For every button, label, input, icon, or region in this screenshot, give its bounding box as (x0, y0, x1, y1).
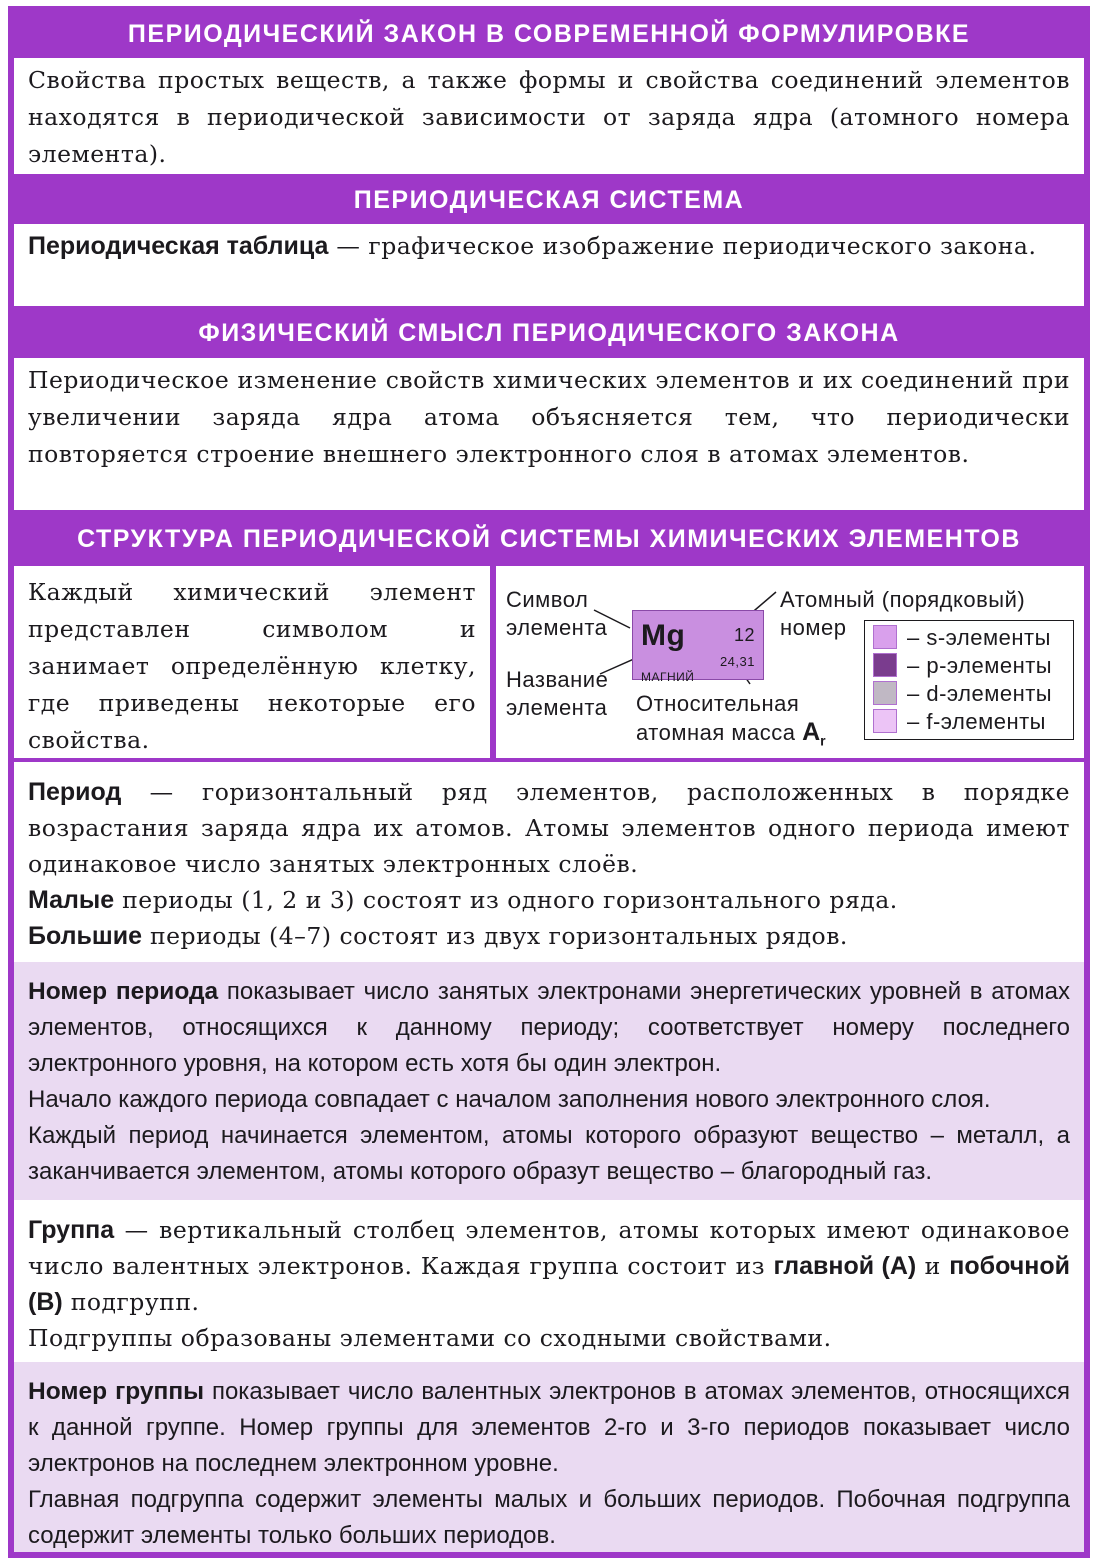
label-name (506, 666, 608, 722)
legend-label: – s-элементы (907, 624, 1051, 650)
element-diagram (496, 566, 1084, 758)
period-number-block (14, 962, 1084, 1200)
law-title: ПЕРИОДИЧЕСКИЙ ЗАКОН В СОВРЕМЕННОЙ ФОРМУЛИРОВКЕ (127, 20, 971, 48)
group-term: Группа (28, 1216, 115, 1244)
small-periods-term: Малые (28, 886, 115, 914)
label-name-line2: элемента (506, 695, 608, 720)
group-line2: Подгруппы образованы элементами со сходными свойствами. (28, 1324, 832, 1352)
small-periods-text: периоды (1, 2 и 3) состоят из одного горизонтального ряда. (114, 886, 898, 914)
legend-swatch (873, 681, 897, 705)
system-title: ПЕРИОДИЧЕСКАЯ СИСТЕМА (353, 186, 745, 214)
group-side: побочной (В) (28, 1252, 1070, 1316)
label-mass-text: атомная масса (636, 720, 796, 745)
big-periods-text: периоды (4–7) состоят из двух горизонтальных рядов. (141, 922, 848, 950)
element-name: МАГНИЙ (641, 670, 695, 684)
element-tile (632, 610, 764, 684)
label-symbol-line2: элемента (506, 615, 608, 640)
legend-label: – d-элементы (907, 680, 1053, 706)
structure-cell-text: Каждый химический элемент представлен символом и занимает определённую клетку, где приведены некоторые его свойства. (14, 566, 490, 758)
system-term: Периодическая таблица (28, 232, 329, 260)
element-number: 12 (733, 625, 755, 645)
group-and: и (916, 1252, 950, 1280)
group-number-line2: Главная подгруппа содержит элементы малых и больших периодов. Побочная подгруппа содержит элементы только больших периодов. (28, 1486, 1070, 1549)
period-number-line2: Начало каждого периода совпадает с началом заполнения нового электронного слоя. (28, 1086, 991, 1113)
period-definition: — горизонтальный ряд элементов, расположенных в порядке возрастания заряда ядра их атомов. Атомы элементов одного периода имеют одинаковое число занятых электронных слоёв. (28, 778, 1070, 878)
legend-row (873, 707, 1073, 735)
physical-title: ФИЗИЧЕСКИЙ СМЫСЛ ПЕРИОДИЧЕСКОГО ЗАКОНА (198, 319, 900, 347)
info-sheet (8, 6, 1090, 1558)
physical-text: Периодическое изменение свойств химических элементов и их соединений при увеличении заряда ядра атома объясняется тем, что периодически повторяется строение внешнего электронного слоя в атомах элементов. (14, 358, 1084, 510)
legend-label: – p-элементы (907, 652, 1053, 678)
label-mass-line1: Относительная (636, 691, 800, 716)
element-type-legend (864, 620, 1074, 740)
element-mass: 24,31 (719, 654, 755, 669)
period-term: Период (28, 778, 122, 806)
label-number-line2: номер (780, 615, 847, 640)
big-periods-term: Большие (28, 922, 142, 950)
system-definition: — графическое изображение периодического закона. (328, 232, 1037, 260)
period-number-text: показывает число занятых электронами энергетических уровней в атомах элементов, относящихся к данному периоду; соответствует номеру последнего электронного уровня, на котором есть хотя бы один электрон. (28, 978, 1070, 1077)
legend-label: – f-элементы (907, 708, 1046, 734)
system-text (14, 224, 1084, 306)
label-symbol (506, 586, 607, 642)
legend-swatch (873, 653, 897, 677)
group-number-term: Номер группы (28, 1378, 205, 1405)
group-text1: — вертикальный столбец элементов, атомы которых имеют одинаковое число валентных электронов. Каждая группа состоит из (28, 1216, 1070, 1280)
mass-symbol: A (802, 718, 821, 746)
law-text: Свойства простых веществ, а также формы и свойства соединений элементов находятся в периодической зависимости от заряда ядра (атомного номера элемента). (14, 58, 1084, 174)
group-block (14, 1200, 1084, 1362)
mass-subscript: r (820, 732, 827, 749)
structure-title: СТРУКТУРА ПЕРИОДИЧЕСКОЙ СИСТЕМЫ ХИМИЧЕСКИХ ЭЛЕМЕНТОВ (77, 525, 1021, 553)
legend-swatch (873, 625, 897, 649)
label-mass-line2 (636, 718, 826, 754)
element-symbol: Mg (641, 619, 686, 652)
group-text2: подгрупп. (62, 1288, 200, 1316)
period-number-term: Номер периода (28, 978, 219, 1005)
label-symbol-line1: Символ (506, 587, 589, 612)
group-number-block (14, 1362, 1084, 1552)
period-block (14, 762, 1084, 962)
label-name-line1: Название (506, 667, 609, 692)
label-number-line1: Атомный (порядковый) (780, 587, 1026, 612)
label-mass (636, 690, 826, 754)
group-main: главной (А) (773, 1252, 917, 1280)
period-number-line3: Каждый период начинается элементом, атомы которого образуют вещество – металл, а заканчивается элементом, атомы которого образут вещество – благородный газ. (28, 1122, 1070, 1185)
group-number-text: показывает число валентных электронов в атомах элементов, относящихся к данной группе. Номер группы для элементов 2-го и 3-го периодов показывает число электронов на последнем электронном уровне. (28, 1378, 1070, 1477)
legend-swatch (873, 709, 897, 733)
